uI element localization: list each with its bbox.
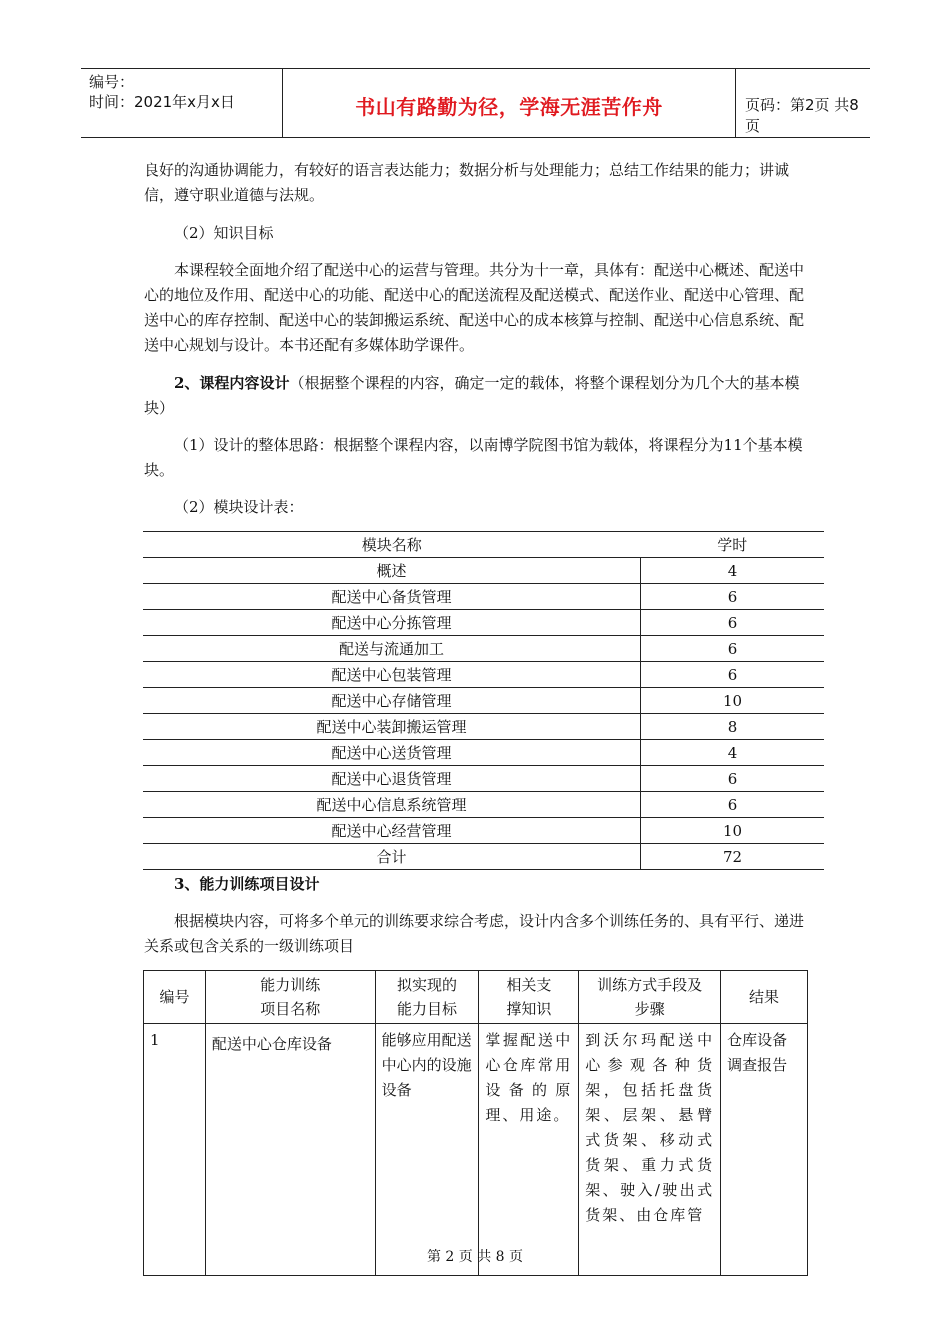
module-table	[143, 531, 824, 870]
result-cell-text: 仓库设备调查报告	[727, 1031, 788, 1074]
project-name-cell-text: 配送中心仓库设备	[211, 1035, 332, 1053]
method-cell	[579, 1024, 721, 1276]
hours-cell: 72	[641, 844, 825, 870]
table-row	[143, 844, 824, 870]
ability-goal-cell-text: 能够应用配送中心内的设施设备	[381, 1031, 472, 1099]
hours-header: 学时	[641, 532, 825, 558]
table-row	[143, 792, 824, 818]
page-header	[81, 68, 870, 138]
module-name-cell: 配送中心送货管理	[143, 740, 641, 766]
page-label: 页码：第2页 共8页	[745, 96, 859, 135]
table-row	[143, 584, 824, 610]
project-name-header: 能力训练 项目名称	[205, 971, 375, 1024]
hours-cell: 6	[641, 610, 825, 636]
hours-cell: 4	[641, 740, 825, 766]
hours-cell: 10	[641, 818, 825, 844]
module-name-cell: 配送中心备货管理	[143, 584, 641, 610]
hours-cell: 4	[641, 558, 825, 584]
section-2-note: （根据整个课程的内容，确定一定的载体，将整个课程划分为几个大的基本模块）	[144, 374, 800, 417]
project-name-cell	[205, 1024, 375, 1276]
hours-cell: 6	[641, 792, 825, 818]
hours-cell: 10	[641, 688, 825, 714]
table-row	[143, 740, 824, 766]
knowledge-cell-text: 掌握配送中心仓库常用设备的原理、用途。	[485, 1031, 573, 1124]
module-name-cell: 配送与流通加工	[143, 636, 641, 662]
hours-cell: 8	[641, 714, 825, 740]
module-name-cell: 配送中心信息系统管理	[143, 792, 641, 818]
section-3-heading: 3、能力训练项目设计	[174, 875, 320, 893]
knowledge-header: 相关支 撑知识	[479, 971, 579, 1024]
table-row	[143, 766, 824, 792]
motto: 书山有路勤为径，学海无涯苦作舟	[355, 95, 663, 119]
paragraph-training-intro: 根据模块内容，可将多个单元的训练要求综合考虑，设计内含多个训练任务的、具有平行、递进关系或包含关系的一级训练项目	[144, 912, 805, 955]
paragraph-content-design	[144, 371, 809, 421]
module-name-cell: 配送中心退货管理	[143, 766, 641, 792]
paragraph-knowledge-heading: （2）知识目标	[174, 224, 274, 242]
knowledge-cell	[479, 1024, 579, 1276]
module-name-cell: 配送中心存储管理	[143, 688, 641, 714]
result-header: 结果	[721, 971, 808, 1024]
table-row	[143, 818, 824, 844]
training-table	[143, 970, 808, 1276]
no-header: 编号	[144, 971, 206, 1024]
section-2-heading: 2、课程内容设计	[174, 374, 290, 392]
table-row	[143, 610, 824, 636]
module-name-cell: 配送中心包装管理	[143, 662, 641, 688]
table-row	[143, 688, 824, 714]
header-motto-cell	[282, 69, 736, 137]
module-name-cell: 合计	[143, 844, 641, 870]
header-left	[81, 69, 282, 137]
no-cell-text: 1	[150, 1031, 160, 1049]
method-header: 训练方式手段及 步骤	[579, 971, 721, 1024]
module-name-cell: 配送中心装卸搬运管理	[143, 714, 641, 740]
time-label: 时间：2021年x月x日	[89, 93, 235, 111]
table-row	[143, 662, 824, 688]
paragraph-ability: 良好的沟通协调能力，有较好的语言表达能力；数据分析与处理能力；总结工作结果的能力；讲诚信，遵守职业道德与法规。	[144, 161, 790, 204]
ability-goal-header: 拟实现的 能力目标	[375, 971, 479, 1024]
paragraph-module-table-title: （2）模块设计表：	[174, 498, 304, 516]
method-cell-text: 到沃尔玛配送中心参观各种货架，包括托盘货架、层架、悬臂式货架、移动式货架、重力式货架、驶入/驶出式货架、由仓库管	[585, 1031, 715, 1224]
table-row	[143, 714, 824, 740]
paragraph-course-intro: 本课程较全面地介绍了配送中心的运营与管理。共分为十一章，具体有：配送中心概述、配送中心的地位及作用、配送中心的功能、配送中心的配送流程及配送模式、配送作业、配送中心管理、配送中心的库存控制、配送中心的装卸搬运系统、配送中心的成本核算与控制、配送中心信息系统、配送中心规划与设计。本书还配有多媒体助学课件。	[144, 261, 805, 354]
module-name-cell: 概述	[143, 558, 641, 584]
table-row	[144, 1024, 808, 1276]
hours-cell: 6	[641, 766, 825, 792]
module-name-cell: 配送中心经营管理	[143, 818, 641, 844]
header-right	[735, 69, 870, 137]
module-name-cell: 配送中心分拣管理	[143, 610, 641, 636]
module-name-header: 模块名称	[143, 532, 641, 558]
number-label: 编号：	[89, 73, 135, 91]
paragraph-overall-idea: （1）设计的整体思路：根据整个课程内容，以南博学院图书馆为载体，将课程分为11个基本模块。	[144, 436, 803, 479]
no-cell	[144, 1024, 206, 1276]
hours-cell: 6	[641, 584, 825, 610]
hours-cell: 6	[641, 636, 825, 662]
hours-cell: 6	[641, 662, 825, 688]
page-footer: 第 2 页 共 8 页	[426, 1249, 524, 1265]
ability-goal-cell	[375, 1024, 479, 1276]
training-table-header-row	[144, 971, 808, 1024]
table-row	[143, 558, 824, 584]
result-cell	[721, 1024, 808, 1276]
module-table-header-row	[143, 532, 824, 558]
table-row	[143, 636, 824, 662]
